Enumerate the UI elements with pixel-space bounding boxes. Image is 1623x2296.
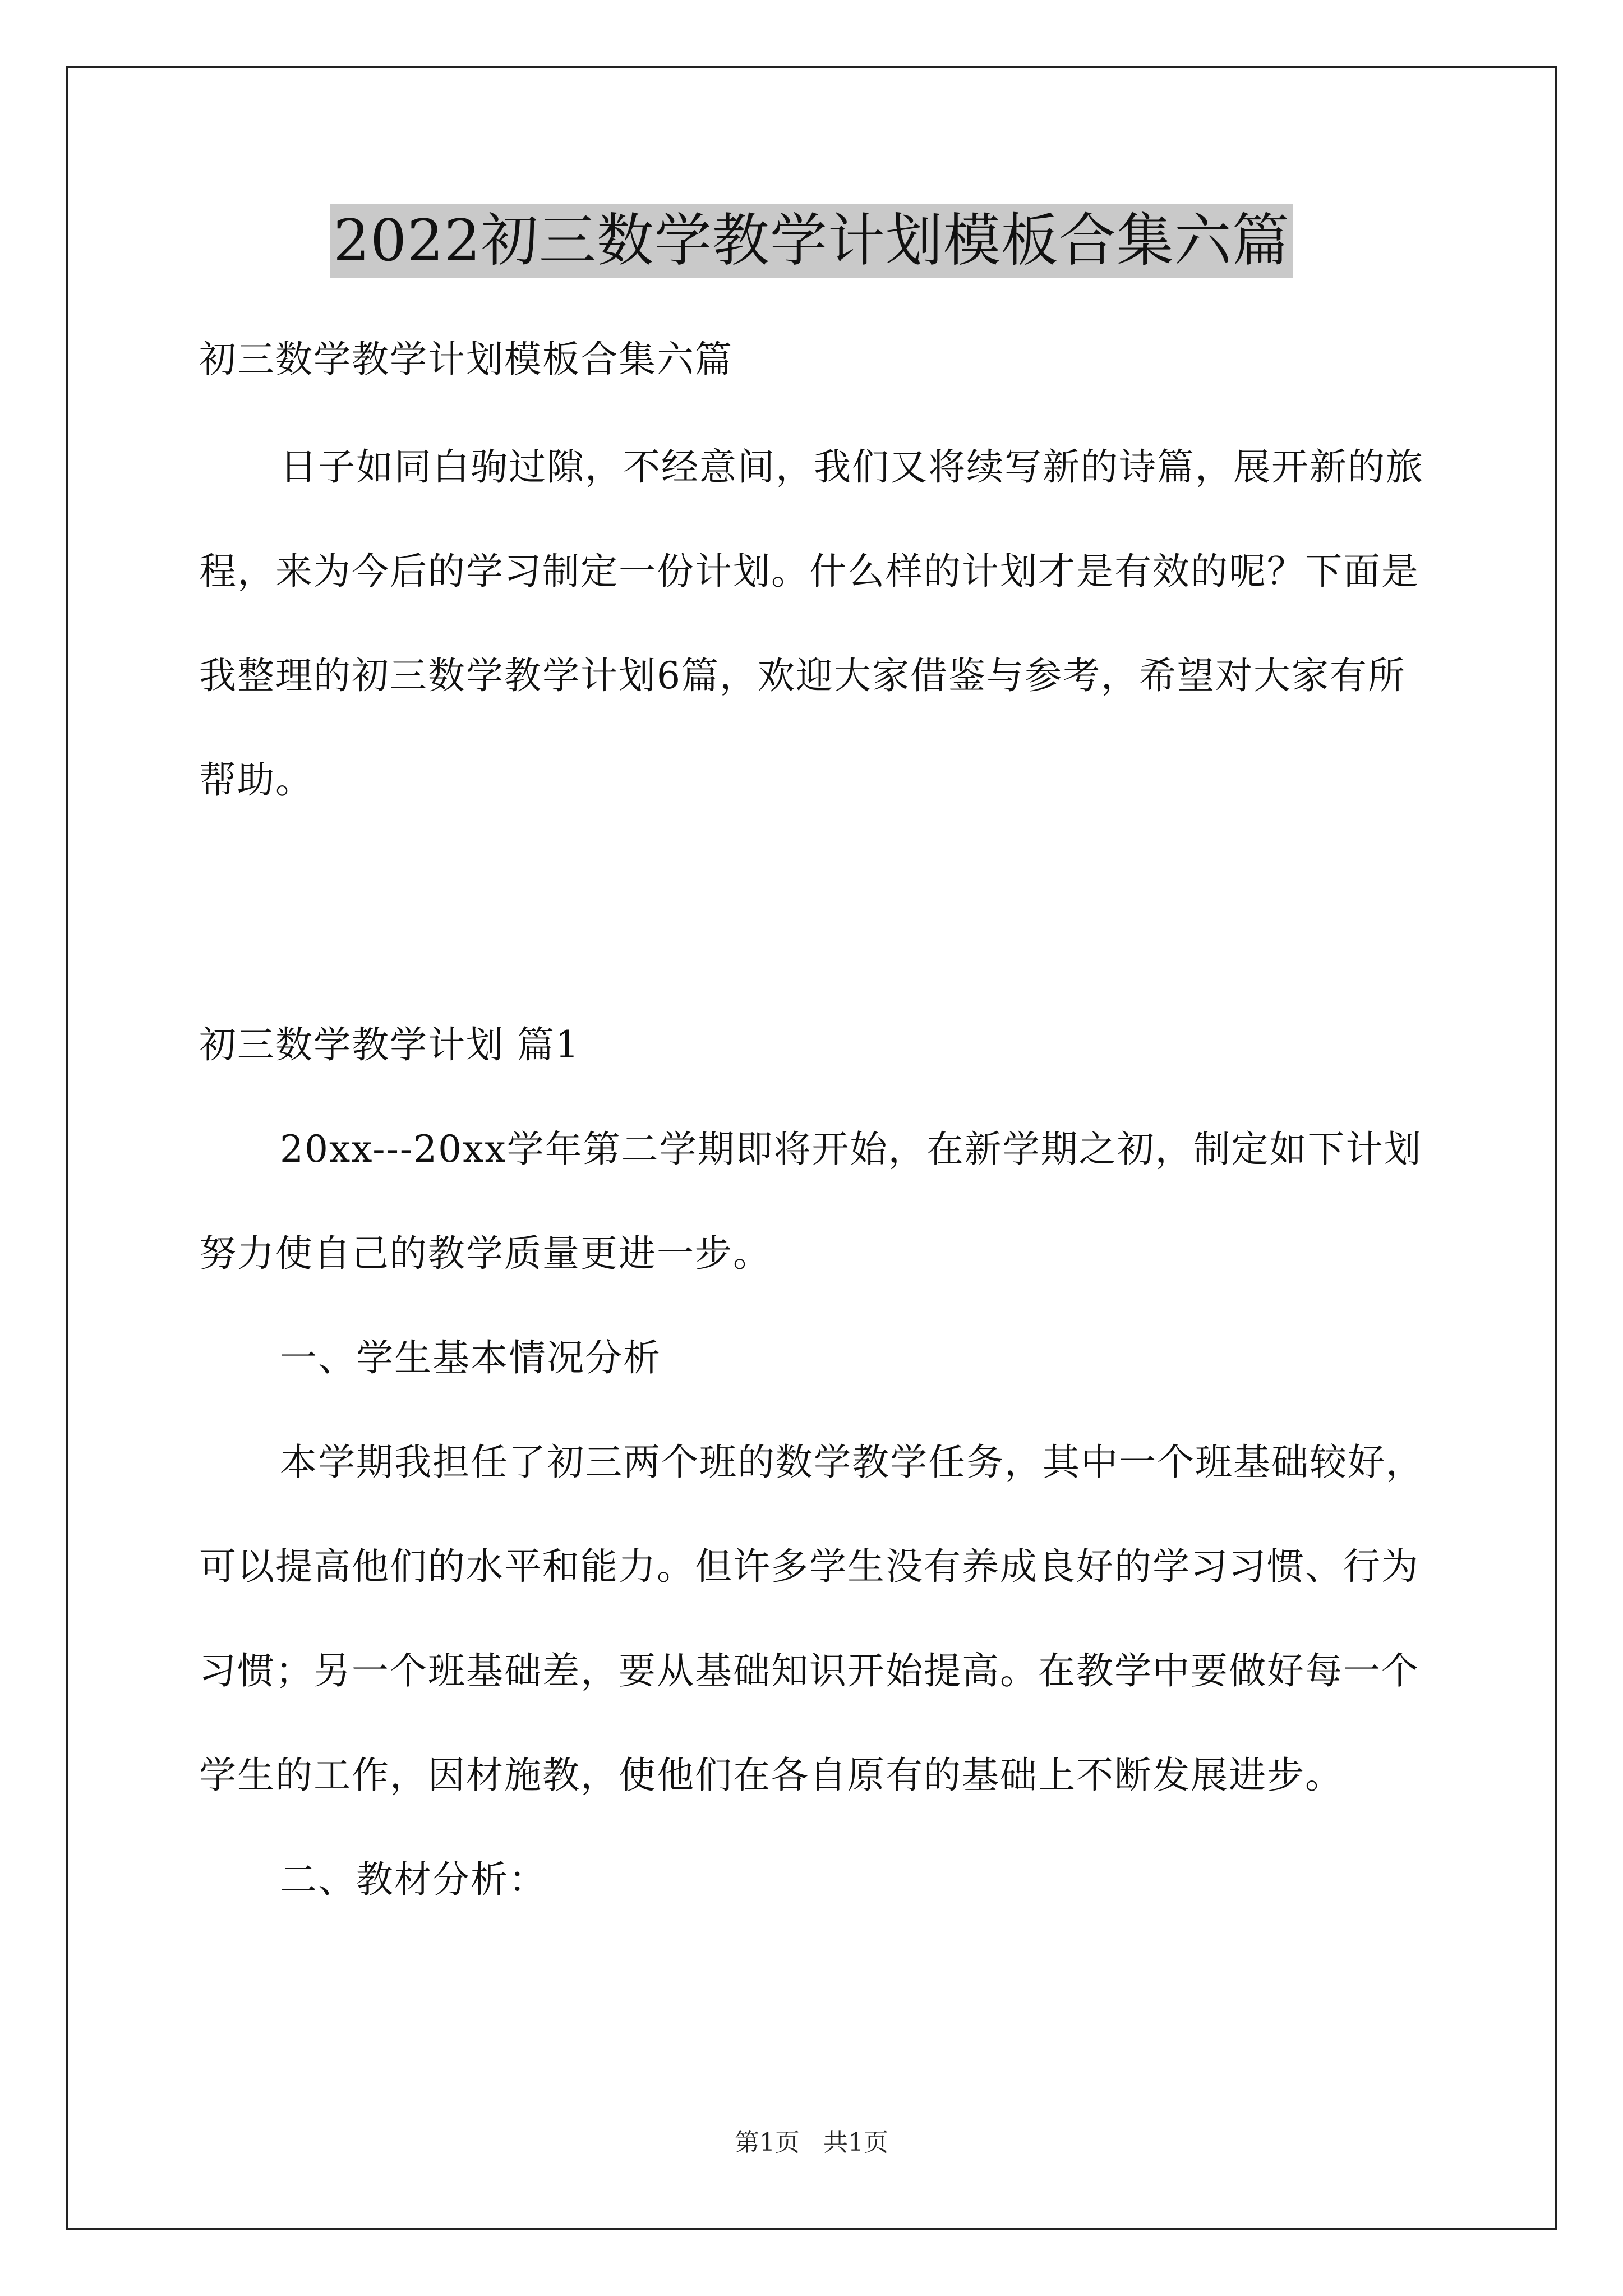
page-number: 第1页 共1页 — [735, 2128, 888, 2157]
document-title — [0, 202, 1623, 280]
document-subtitle: 初三数学教学计划模板合集六篇 — [199, 338, 733, 381]
section-1-heading: 初三数学教学计划 篇1 — [199, 1023, 580, 1066]
section-1 — [199, 993, 1433, 1932]
document-body — [199, 307, 1433, 832]
section-1-subheading-2: 二、教材分析： — [280, 1858, 547, 1901]
section-1-paragraph-2: 本学期我担任了初三两个班的数学教学任务，其中一个班基础较好，可以提高他们的水平和能力。但许多学生没有养成良好的学习习惯、行为习惯；另一个班基础差，要从基础知识开始提高。在教学中要做好每一个学生的工作，因材施教，使他们在各自原有的基础上不断发展进步。 — [199, 1441, 1424, 1797]
intro-paragraph: 日子如同白驹过隙，不经意间，我们又将续写新的诗篇，展开新的旅程，来为今后的学习制定一份计划。什么样的计划才是有效的呢？下面是我整理的初三数学教学计划6篇，欢迎大家借鉴与参考，希望对大家有所帮助。 — [199, 445, 1424, 802]
section-1-paragraph-1: 20xx---20xx学年第二学期即将开始，在新学期之初，制定如下计划努力使自己的教学质量更进一步。 — [199, 1128, 1422, 1275]
document-title-text: 2022初三数学教学计划模板合集六篇 — [330, 204, 1293, 278]
section-1-subheading-1: 一、学生基本情况分析 — [280, 1336, 661, 1379]
